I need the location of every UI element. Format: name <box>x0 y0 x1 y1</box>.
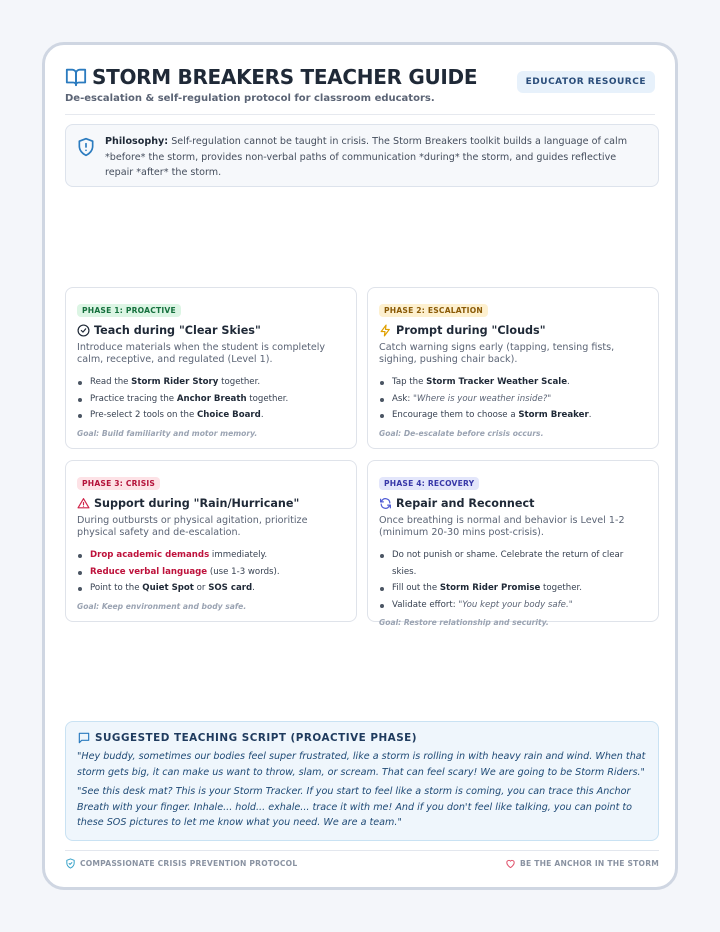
phase-card-proactive <box>65 287 357 449</box>
phase-badge: PHASE 2: ESCALATION <box>379 304 488 317</box>
heart-icon <box>505 858 516 869</box>
philosophy-label: Philosophy: <box>105 136 169 147</box>
philosophy-callout <box>65 124 659 187</box>
phase-goal: Goal: Restore relationship and security. <box>379 618 549 628</box>
phase-bullet-list <box>379 547 647 613</box>
page-subtitle: De-escalation & self-regulation protocol for classroom educators. <box>65 93 435 104</box>
refresh-icon <box>379 497 392 510</box>
educator-resource-badge: EDUCATOR RESOURCE <box>517 71 655 93</box>
guide-page <box>42 42 678 890</box>
phase-title-text: Repair and Reconnect <box>396 497 535 510</box>
phase-title-text: Prompt during "Clouds" <box>396 324 546 337</box>
phase-badge: PHASE 4: RECOVERY <box>379 477 479 490</box>
phase-title <box>379 324 647 337</box>
phase-goal: Goal: De-escalate before crisis occurs. <box>379 428 544 438</box>
philosophy-text: Self-regulation cannot be taught in crisis. The Storm Breakers toolkit builds a language of calm *before* the storm, provides non-verbal paths of communication *during* the storm, and guides reflective repair *after* the storm. <box>105 136 628 178</box>
phase-goal: Goal: Build familiarity and motor memory. <box>77 428 258 438</box>
list-item: Do not punish or shame. Celebrate the return of clear skies. <box>379 547 647 580</box>
list-item: Tap the Storm Tracker Weather Scale. <box>379 374 647 391</box>
phase-title <box>77 324 345 337</box>
footer-right: BE THE ANCHOR IN THE STORM <box>505 858 659 869</box>
phase-badge: PHASE 3: CRISIS <box>77 477 160 490</box>
phase-badge: PHASE 1: PROACTIVE <box>77 304 181 317</box>
script-paragraph: "See this desk mat? This is your Storm Tracker. If you start to feel like a storm is coming, you can trace this Anchor Breath with your finger. Inhale... hold... exhale... trace it with me! And if you don't feel like talking, you can point to these SOS pictures to let me know what you need. We are a team." <box>77 786 633 828</box>
phase-description: During outbursts or physical agitation, prioritize physical safety and de-escalation. <box>77 515 308 538</box>
phase-card-recovery <box>367 460 659 628</box>
shield-check-icon <box>65 858 76 869</box>
phase-description: Once breathing is normal and behavior is Level 1-2 (minimum 20-30 mins post-crisis). <box>379 515 625 538</box>
footer <box>65 850 659 869</box>
phase-title-text: Teach during "Clear Skies" <box>94 324 261 337</box>
footer-left: COMPASSIONATE CRISIS PREVENTION PROTOCOL <box>65 858 297 869</box>
script-paragraph: "Hey buddy, sometimes our bodies feel super frustrated, like a storm is rolling in with heavy rain and wind. When that storm gets big, it can make us want to throw, slam, or scream. That can feel scary! We are going to be Storm Riders." <box>77 751 646 778</box>
list-item: Pre-select 2 tools on the Choice Board. <box>77 407 345 424</box>
list-item: Reduce verbal language (use 1-3 words). <box>77 564 345 581</box>
phase-title <box>379 497 647 510</box>
phase-bullet-list <box>379 374 647 424</box>
phase-bullet-list <box>77 547 345 597</box>
phase-title-text: Support during "Rain/Hurricane" <box>94 497 300 510</box>
list-item: Ask: "Where is your weather inside?" <box>379 391 647 408</box>
check-circle-icon <box>77 324 90 337</box>
teaching-script <box>65 721 659 841</box>
script-heading-text: SUGGESTED TEACHING SCRIPT (PROACTIVE PHASE) <box>95 732 418 744</box>
list-item: Point to the Quiet Spot or SOS card. <box>77 580 345 597</box>
phase-description: Catch warning signs early (tapping, tensing fists, sighing, pushing chair back). <box>379 342 615 365</box>
speech-bubble-icon <box>77 731 91 745</box>
list-item: Encourage them to choose a Storm Breaker. <box>379 407 647 424</box>
phase-title <box>77 497 345 510</box>
phase-card-escalation <box>367 287 659 449</box>
list-item: Fill out the Storm Rider Promise together. <box>379 580 647 597</box>
phase-goal: Goal: Keep environment and body safe. <box>77 601 247 611</box>
shield-info-icon <box>76 137 96 157</box>
list-item: Practice tracing the Anchor Breath together. <box>77 391 345 408</box>
page-title: STORM BREAKERS TEACHER GUIDE <box>92 65 478 89</box>
list-item: Read the Storm Rider Story together. <box>77 374 345 391</box>
script-heading <box>77 731 647 745</box>
list-item: Drop academic demands immediately. <box>77 547 345 564</box>
phase-card-crisis <box>65 460 357 622</box>
phase-description: Introduce materials when the student is completely calm, receptive, and regulated (Level 1). <box>77 342 326 365</box>
warning-triangle-icon <box>77 497 90 510</box>
list-item: Validate effort: "You kept your body safe." <box>379 597 647 614</box>
open-book-icon <box>65 66 87 88</box>
header <box>65 65 655 115</box>
phase-bullet-list <box>77 374 345 424</box>
lightning-icon <box>379 324 392 337</box>
